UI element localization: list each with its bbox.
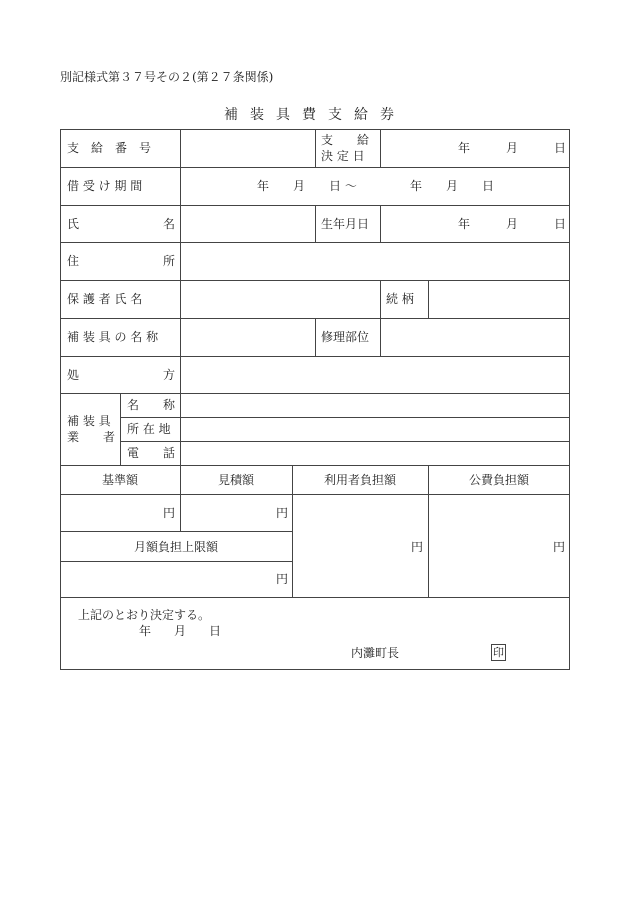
number-label: 支 給 番 号	[67, 141, 152, 155]
loan-year-end: 年	[410, 179, 423, 193]
mayor-title: 内灘町長	[351, 646, 400, 660]
provider-phone-label-right: 話	[163, 446, 176, 460]
column-divider	[380, 280, 381, 318]
decision-label-bottom: 決 定 日	[321, 149, 365, 163]
row-divider	[120, 441, 570, 442]
row-divider	[60, 242, 570, 243]
column-divider	[315, 318, 316, 356]
birth-year: 年	[458, 217, 471, 231]
loan-year-start: 年	[257, 179, 270, 193]
name-label-right: 名	[163, 217, 176, 231]
seal-stamp: 印	[493, 646, 504, 659]
relationship-label: 続 柄	[386, 292, 414, 306]
decision-month: 月	[506, 141, 519, 155]
base-amount-header: 基準額	[102, 473, 139, 487]
row-divider	[60, 167, 570, 168]
prescription-label-left: 処	[67, 368, 80, 382]
decision-day: 日	[554, 141, 567, 155]
provider-phone-label-left: 電	[127, 446, 140, 460]
estimate-amount-header: 見積額	[218, 473, 255, 487]
guardian-name-label: 保 護 者 氏 名	[67, 292, 143, 306]
row-divider	[60, 531, 293, 532]
column-divider	[380, 205, 381, 242]
row-divider	[60, 280, 570, 281]
monthly-cap-label: 月額負担上限額	[134, 540, 219, 554]
column-divider	[315, 205, 316, 242]
footer-month: 月	[174, 624, 187, 638]
monthly-cap-yen: 円	[276, 572, 289, 586]
column-divider	[315, 129, 316, 167]
birth-day: 日	[554, 217, 567, 231]
address-label-right: 所	[163, 254, 176, 268]
loan-day-start: 日 ～	[329, 179, 357, 193]
birth-date-label: 生年月日	[321, 217, 370, 231]
provider-location-label: 所 在 地	[127, 422, 171, 436]
row-divider	[60, 597, 570, 598]
column-divider	[292, 465, 293, 597]
provider-label-line2: 業 者	[67, 430, 116, 444]
row-divider	[60, 465, 570, 466]
column-divider	[428, 280, 429, 318]
user-burden-header: 利用者負担額	[324, 473, 397, 487]
device-name-label: 補 装 具 の 名 称	[67, 330, 159, 344]
row-divider	[120, 417, 570, 418]
form-reference: 別記様式第３７号その２(第２７条関係)	[60, 70, 274, 84]
row-divider	[60, 561, 293, 562]
user-burden-yen: 円	[411, 540, 424, 554]
public-burden-header: 公費負担額	[469, 473, 530, 487]
decision-statement: 上記のとおり決定する。	[78, 608, 211, 622]
row-divider	[60, 356, 570, 357]
loan-day-end: 日	[482, 179, 495, 193]
loan-month-start: 月	[293, 179, 306, 193]
public-burden-yen: 円	[553, 540, 566, 554]
column-divider	[380, 129, 381, 167]
loan-month-end: 月	[446, 179, 459, 193]
estimate-amount-yen: 円	[276, 506, 289, 520]
form-title: 補装具費支給券	[224, 107, 406, 123]
prescription-label-right: 方	[163, 368, 176, 382]
column-divider	[120, 393, 121, 465]
row-divider	[60, 494, 570, 495]
loan-period-label: 借 受 け 期 間	[67, 179, 143, 193]
provider-name-label-left: 名	[127, 398, 140, 412]
decision-year: 年	[458, 141, 471, 155]
base-amount-yen: 円	[163, 506, 176, 520]
name-label-left: 氏	[67, 217, 80, 231]
footer-day: 日	[209, 624, 222, 638]
decision-label-top: 支 給	[321, 133, 370, 147]
column-divider	[180, 129, 181, 465]
column-divider	[428, 465, 429, 597]
column-divider	[380, 318, 381, 356]
birth-month: 月	[506, 217, 519, 231]
column-divider	[180, 465, 181, 531]
address-label-left: 住	[67, 254, 80, 268]
row-divider	[60, 393, 570, 394]
provider-name-label-right: 称	[163, 398, 176, 412]
provider-label-line1: 補 装 具	[67, 414, 111, 428]
repair-part-label: 修理部位	[321, 330, 370, 344]
footer-year: 年	[139, 624, 152, 638]
